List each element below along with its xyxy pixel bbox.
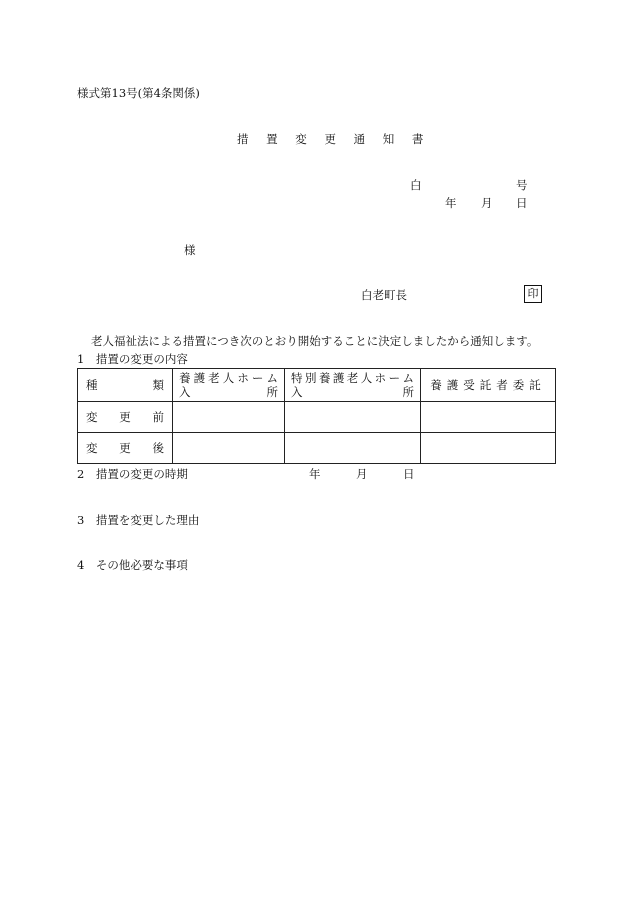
header-foster-care-cell: 養護受託者委託 xyxy=(421,369,556,402)
header-char: 特 xyxy=(291,371,303,385)
date-year: 年 xyxy=(445,196,457,210)
header-char: ホ xyxy=(374,371,387,385)
row-label-char: 後 xyxy=(152,441,164,455)
table-row xyxy=(78,433,556,464)
header-char: 別 xyxy=(304,371,317,385)
header-char: 人 xyxy=(222,371,235,385)
header-type-char: 種 xyxy=(86,378,98,392)
header-char: ー xyxy=(251,371,264,385)
row-label-cell xyxy=(78,402,173,433)
header-char: 養 xyxy=(318,371,331,385)
header-char: 所 xyxy=(266,385,278,399)
before-special-nursing-home-field[interactable] xyxy=(285,402,421,433)
table-row xyxy=(78,402,556,433)
doc-number-suffix: 号 xyxy=(516,178,528,192)
after-special-nursing-home-field[interactable] xyxy=(285,433,421,464)
section2-heading: 2 措置の変更の時期 xyxy=(77,467,188,481)
body-text: 老人福祉法による措置につき次のとおり開始することに決定しましたから通知します。 xyxy=(91,334,539,348)
section4-heading: 4 その他必要な事項 xyxy=(77,558,188,572)
change-date-day: 日 xyxy=(403,467,415,481)
measure-change-table xyxy=(77,368,556,464)
addressee-suffix: 様 xyxy=(184,243,196,257)
document-title: 措 置 変 更 通 知 書 xyxy=(237,132,431,146)
after-foster-care-field[interactable] xyxy=(421,433,556,464)
header-char: ー xyxy=(388,371,401,385)
before-nursing-home-field[interactable] xyxy=(173,402,285,433)
header-nursing-home-cell xyxy=(173,369,285,402)
row-label-cell xyxy=(78,433,173,464)
header-char: 人 xyxy=(360,371,373,385)
header-type-cell xyxy=(78,369,173,402)
header-char: 老 xyxy=(208,371,220,385)
header-char: 老 xyxy=(346,371,359,385)
header-char: ム xyxy=(402,371,414,385)
row-label-char: 更 xyxy=(119,410,131,424)
change-date-month: 月 xyxy=(356,467,368,481)
header-type-char: 類 xyxy=(152,378,164,392)
change-date-year: 年 xyxy=(309,467,321,481)
after-nursing-home-field[interactable] xyxy=(173,433,285,464)
header-char: 所 xyxy=(402,385,414,399)
row-label-char: 変 xyxy=(86,410,98,424)
row-label-char: 更 xyxy=(119,441,131,455)
section3-heading: 3 措置を変更した理由 xyxy=(77,513,200,527)
header-char: 養 xyxy=(179,371,191,385)
header-char: ホ xyxy=(237,371,249,385)
date-day: 日 xyxy=(516,196,528,210)
header-char: ム xyxy=(266,371,278,385)
seal-mark: 印 xyxy=(524,285,542,303)
header-char: 護 xyxy=(193,371,206,385)
header-char: 護 xyxy=(332,371,345,385)
before-foster-care-field[interactable] xyxy=(421,402,556,433)
row-label-char: 変 xyxy=(86,441,98,455)
doc-number-prefix: 白 xyxy=(410,178,422,192)
header-char: 入 xyxy=(179,385,191,399)
header-special-nursing-home-cell xyxy=(285,369,421,402)
form-number: 様式第13号(第4条関係) xyxy=(77,86,200,100)
header-char: 入 xyxy=(291,385,303,399)
section1-heading: 1 措置の変更の内容 xyxy=(77,352,188,366)
issuer-name: 白老町長 xyxy=(361,288,407,302)
row-label-char: 前 xyxy=(152,410,164,424)
date-month: 月 xyxy=(481,196,493,210)
table-header-row xyxy=(78,369,556,402)
